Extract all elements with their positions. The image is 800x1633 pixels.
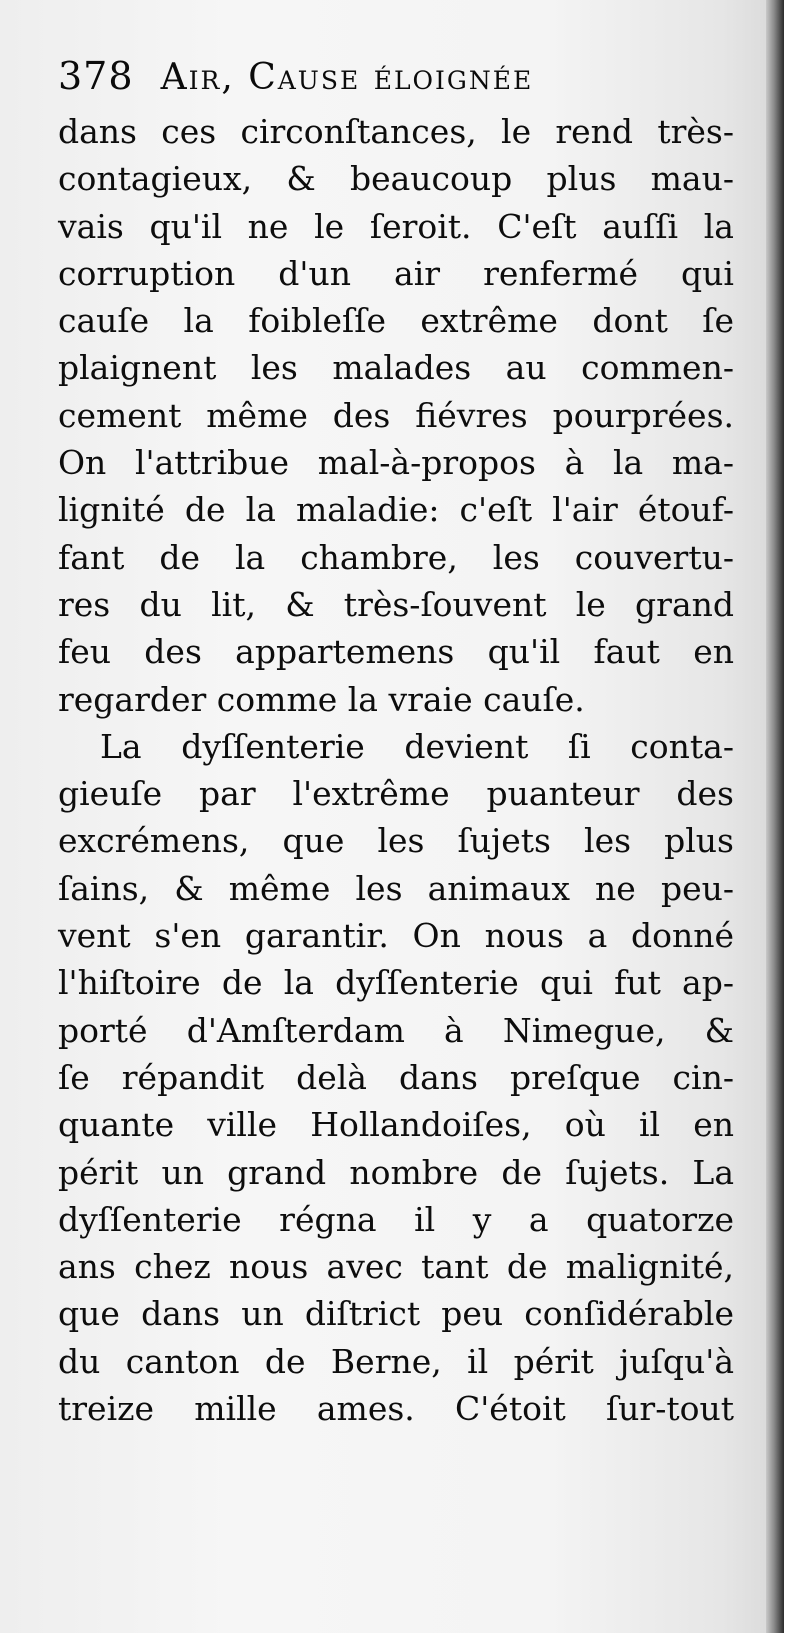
text-line: lignité de la maladie: c'eſt l'air étouf- [58,490,734,530]
text-line: plaignent les malades au commen- [58,348,734,388]
text-line: ſe répandit delà dans preſque cin- [58,1057,734,1097]
text-line: gieuſe par l'extrême puanteur des [58,774,734,814]
page-number: 378 [58,54,134,98]
text-line: On l'attribue mal-à-propos à la ma- [58,443,734,483]
text-line: porté d'Amſterdam à Nimegue, & [58,1010,734,1050]
text-line: contagieux, & beaucoup plus mau- [58,159,734,199]
text-line: dyſſenterie régna il y a quatorze [58,1199,734,1239]
page-header [58,54,718,110]
text-line: treize mille ames. C'étoit ſur-tout [58,1389,734,1429]
text-line: quante ville Hollandoiſes, où il en [58,1105,734,1145]
text-line: res du lit, & très-ſouvent le grand [58,584,734,624]
paragraph-start-line: La dyſſenterie devient ſi conta- [100,726,734,766]
text-line: dans ces circonſtances, le rend très- [58,112,734,151]
page-edge-shadow [766,0,784,1633]
text-line: périt un grand nombre de ſujets. La [58,1152,734,1192]
running-title: Air, Cause éloignée [160,57,534,98]
text-line: vent s'en garantir. On nous a donné [58,916,734,956]
text-line: fant de la chambre, les couvertu- [58,537,734,577]
body-text [58,108,734,1432]
text-line: feu des appartemens qu'il faut en [58,632,734,672]
text-line: excrémens, que les ſujets les plus [58,821,734,861]
scan-margin [784,0,800,1633]
text-line: ans chez nous avec tant de malignité, [58,1247,734,1287]
text-line: que dans un diſtrict peu conſidérable [58,1294,734,1334]
text-line: cauſe la foibleſſe extrême dont ſe [58,301,734,341]
text-line: ſains, & même les animaux ne peu- [58,868,734,908]
paragraph-end-line: regarder comme la vraie cauſe. [58,679,585,719]
text-line: corruption d'un air renfermé qui [58,253,734,293]
text-line: vais qu'il ne le ſeroit. C'eſt auſſi la [58,206,734,246]
text-line: l'hiſtoire de la dyſſenterie qui fut ap- [58,963,734,1003]
text-line: cement même des fiévres pourprées. [58,395,734,435]
text-line: du canton de Berne, il périt juſqu'à [58,1341,734,1381]
